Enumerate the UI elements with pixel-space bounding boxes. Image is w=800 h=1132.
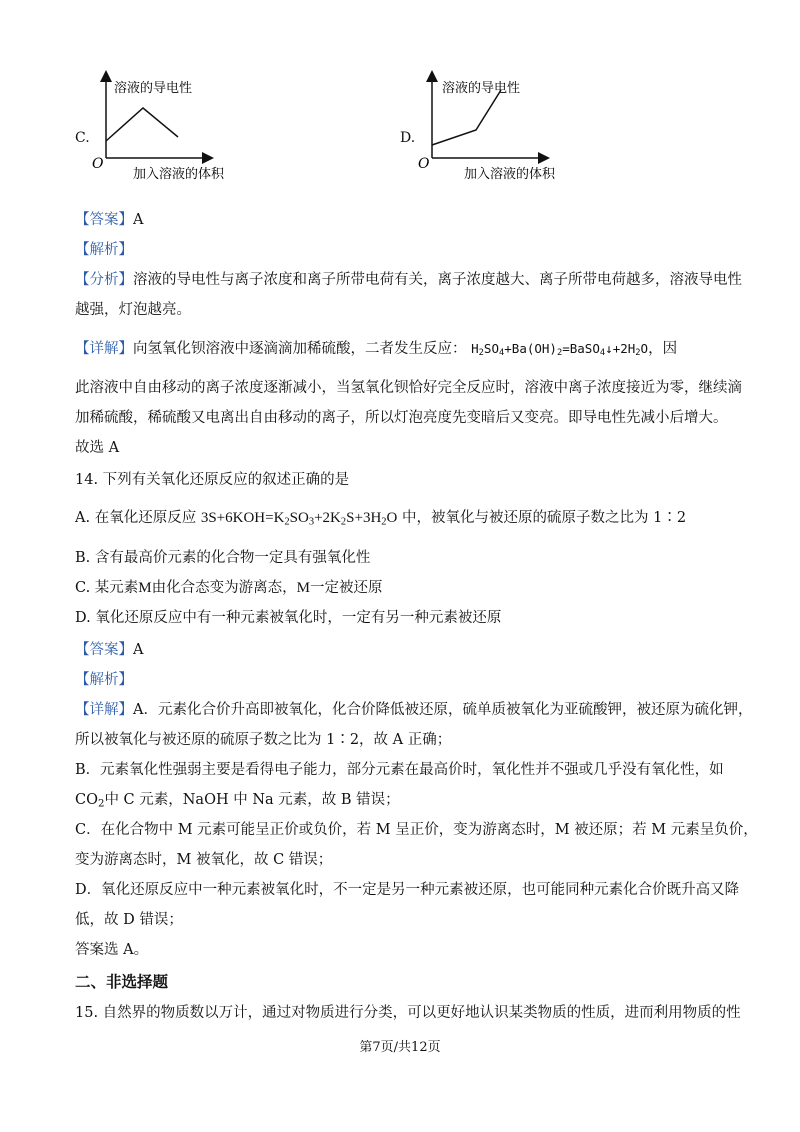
detail-tag: 【详解】 <box>75 341 133 357</box>
answer-tag: 【答案】 <box>75 212 133 228</box>
q14-answer: 【答案】A <box>75 642 144 658</box>
graph-c-curve <box>106 108 178 141</box>
page-footer: 第7页/共12页 <box>359 1040 441 1055</box>
reaction-equation: $H_2SO_4+Ba(OH)_2=BaSO_4↓+2H_2O$ <box>471 341 649 359</box>
q13-conclusion: 故选 A <box>75 440 120 456</box>
q13-answer <box>75 210 143 230</box>
graph-d <box>416 68 576 186</box>
detail-text-1-end: ，因 <box>648 341 678 357</box>
q13-fenxi-line-1 <box>75 270 742 290</box>
q14-detail-line-1: 【详解】A．元素化合价升高即被氧化，化合价降低被还原，硫单质被氧化为亚硫酸钾，被还原为硫化钾， <box>75 702 753 718</box>
q13-detail-line-3: 加稀硫酸，稀硫酸又电离出自由移动的离子，所以灯泡亮度先变暗后又变亮。即导电性先减小后增大。 <box>75 410 728 426</box>
graph-c-origin: O <box>92 156 104 172</box>
q15-stem: 15. 自然界的物质数以万计，通过对物质进行分类，可以更好地认识某类物质的性质，进而利用物质的性 <box>75 1005 741 1021</box>
graph-d-ylabel: 溶液的导电性 <box>442 81 521 96</box>
q14-detail-line-6: 变为游离态时，M 被氧化，故 C 错误； <box>75 852 333 868</box>
q13-fenxi-line-2: 越强，灯泡越亮。 <box>75 302 191 318</box>
q13-answer-value: A <box>133 212 144 228</box>
option-d-label: D. <box>400 130 416 146</box>
detail-text-1: 向氢氧化钡溶液中逐滴滴加稀硫酸，二者发生反应： <box>133 341 467 357</box>
q14-option-c: C. 某元素M由化合态变为游离态，M一定被还原 <box>75 580 383 596</box>
q14-detail-line-7: D．氧化还原反应中一种元素被氧化时，不一定是另一种元素被还原，也可能同种元素化合价既升高又降 <box>75 882 740 898</box>
graph-d-xlabel: 加入溶液的体积 <box>464 167 556 182</box>
q14-detail-line-2: 所以被氧化与被还原的硫原子数之比为 1∶2，故 A 正确； <box>75 732 452 748</box>
fenxi-tag: 【分析】 <box>75 272 133 288</box>
q14-detail-line-3: B．元素氧化性强弱主要是看得电子能力，部分元素在最高价时，氧化性并不强或几乎没有氧化性，如 <box>75 762 724 778</box>
q14-stem: 14. 下列有关氧化还原反应的叙述正确的是 <box>75 472 350 488</box>
q14-detail-line-4: $CO_2$中 C 元素，NaOH 中 Na 元素，故 B 错误； <box>75 792 400 810</box>
graph-d-curve <box>432 90 501 145</box>
graph-c-ylabel: 溶液的导电性 <box>114 81 193 96</box>
analysis-tag: 【解析】 <box>75 242 133 258</box>
q14-detail-line-5: C．在化合物中 M 元素可能呈正价或负价，若 M 呈正价，变为游离态时，M 被还原；若 M 元素呈负价， <box>75 822 758 838</box>
q13-detail-line-2: 此溶液中自由移动的离子浓度逐渐减小，当氢氧化钡恰好完全反应时，溶液中离子浓度接近为零，继续滴 <box>75 380 742 396</box>
option-c-label: C. <box>75 130 90 146</box>
graph-d-origin: O <box>418 156 430 172</box>
q14-option-b: B. 含有最高价元素的化合物一定具有强氧化性 <box>75 550 371 566</box>
fenxi-text-1: 溶液的导电性与离子浓度和离子所带电荷有关，离子浓度越大、离子所带电荷越多，溶液导电性 <box>133 272 742 288</box>
q14-analysis: 【解析】 <box>75 672 133 688</box>
graph-c-xlabel: 加入溶液的体积 <box>133 167 225 182</box>
q14-detail-line-8: 低，故 D 错误； <box>75 912 183 928</box>
section-heading: 二、非选择题 <box>75 972 169 991</box>
q14-option-a: A. 在氧化还原反应 $3S+6KOH=K_2SO_3+2K_2S+3H_2O$ 中，被氧化与被还原的硫原子数之比为 1∶2 <box>75 510 687 528</box>
q14-conclusion: 答案选 A。 <box>75 942 149 958</box>
q13-detail-line-1 <box>75 339 677 363</box>
q14-option-d: D. 氧化还原反应中有一种元素被氧化时，一定有另一种元素被还原 <box>75 610 502 626</box>
q13-analysis <box>75 240 133 260</box>
redox-equation: $3S+6KOH=K_2SO_3+2K_2S+3H_2O$ <box>200 510 398 528</box>
graph-c <box>88 68 238 186</box>
